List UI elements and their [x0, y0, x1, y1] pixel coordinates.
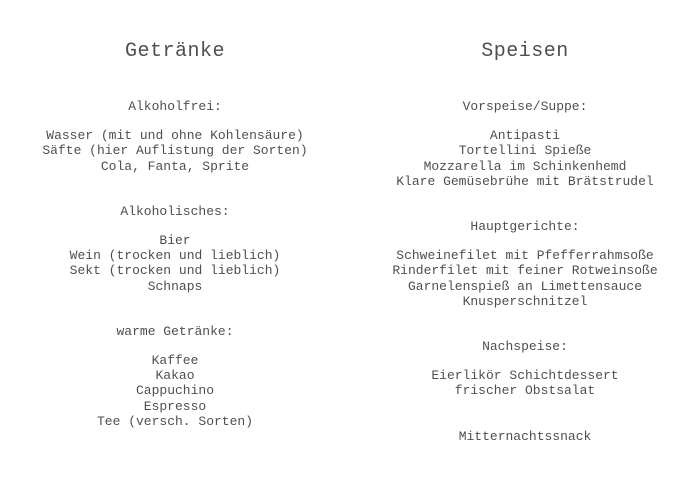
menu-item: Schnaps — [147, 278, 203, 294]
section-items — [350, 368, 700, 398]
menu-item: Bier — [159, 233, 191, 249]
section-items — [0, 233, 350, 294]
section-heading: Mitternachtssnack — [458, 428, 592, 444]
menu-item: Klare Gemüsebrühe mit Brätstrudel — [396, 173, 654, 189]
menu-item: Tortellini Spieße — [458, 143, 592, 159]
menu-item: Knusperschnitzel — [462, 293, 588, 309]
menu-item: Sekt (trocken und lieblich) — [69, 263, 281, 279]
section-items — [0, 353, 350, 429]
menu-item: Garnelenspieß an Limettensauce — [407, 278, 643, 294]
section-heading: Nachspeise: — [482, 339, 568, 355]
menu-item: Antipasti — [489, 128, 561, 144]
menu-item: Schweinefilet mit Pfefferrahmsoße — [396, 248, 654, 264]
column-title-speisen: Speisen — [481, 40, 569, 63]
menu-item: Säfte (hier Auflistung der Sorten) — [42, 143, 308, 159]
section-heading: Alkoholisches: — [120, 203, 230, 219]
menu-item: Tee (versch. Sorten) — [96, 413, 254, 429]
menu-section — [0, 99, 350, 174]
menu-item: Wasser (mit und ohne Kohlensäure) — [46, 128, 304, 144]
section-items — [0, 128, 350, 174]
menu-section — [350, 339, 700, 399]
section-heading: Hauptgerichte: — [470, 219, 580, 235]
menu-item: Rinderfilet mit feiner Rotweinsoße — [392, 263, 658, 279]
section-heading: Vorspeise/Suppe: — [462, 99, 588, 114]
menu-item: Espresso — [143, 398, 207, 414]
section-items — [350, 128, 700, 189]
menu-section — [350, 429, 700, 444]
menu-item: Kaffee — [151, 353, 199, 369]
column-title-getraenke: Getränke — [124, 40, 225, 63]
menu-item: Kakao — [155, 368, 195, 384]
menu-section — [350, 99, 700, 189]
menu-item: frischer Obstsalat — [454, 383, 596, 399]
menu-section — [0, 204, 350, 294]
section-heading: Alkoholfrei: — [128, 99, 222, 114]
menu-column-speisen — [350, 0, 700, 499]
menu-item: Wein (trocken und lieblich) — [69, 248, 281, 264]
menu-section — [0, 324, 350, 429]
menu-item: Mozzarella im Schinkenhemd — [423, 158, 627, 174]
menu-item: Cola, Fanta, Sprite — [100, 158, 250, 174]
section-items — [350, 248, 700, 309]
menu-item: Cappuchino — [135, 383, 214, 399]
section-heading: warme Getränke: — [116, 323, 234, 339]
menu-item: Eierlikör Schichtdessert — [431, 368, 619, 384]
menu-section — [350, 219, 700, 309]
